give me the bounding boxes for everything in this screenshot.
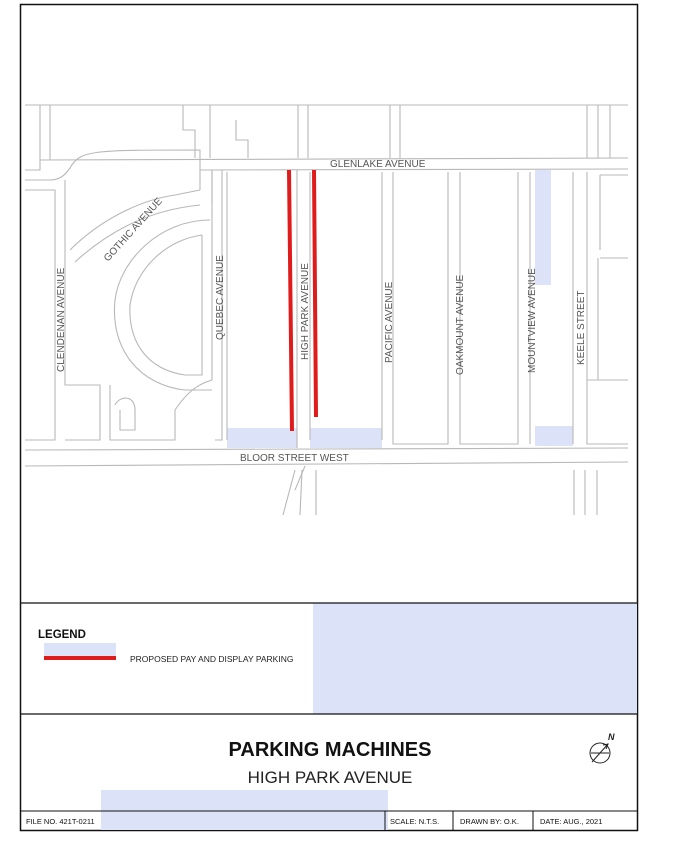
highlight-area [227, 428, 297, 448]
legend-swatch-red-line [44, 656, 116, 660]
date-label: DATE: AUG., 2021 [540, 817, 603, 826]
street-label-bloor: BLOOR STREET WEST [240, 453, 349, 464]
proposed-parking-line-east [314, 170, 316, 417]
drawing-subtitle: HIGH PARK AVENUE [247, 768, 413, 787]
street-label-quebec: QUEBEC AVENUE [215, 255, 226, 340]
street-label-glenlake: GLENLAKE AVENUE [330, 159, 426, 170]
street-label-oakmount: OAKMOUNT AVENUE [455, 274, 466, 375]
street-label-high-park: HIGH PARK AVENUE [300, 263, 311, 360]
north-label: N [608, 732, 615, 742]
street-label-gothic: GOTHIC AVENUE [102, 196, 165, 265]
highlight-area [310, 428, 382, 448]
drawing-title: PARKING MACHINES [228, 739, 432, 761]
legend-title: LEGEND [38, 629, 86, 641]
street-label-keele: KEELE STREET [576, 290, 587, 365]
highlight-area [313, 603, 637, 714]
scale-label: SCALE: N.T.S. [390, 817, 440, 826]
street-label-clendenan: CLENDENAN AVENUE [56, 267, 67, 372]
legend-item-label: PROPOSED PAY AND DISPLAY PARKING [130, 654, 294, 664]
highlight-area [535, 170, 551, 285]
drawn-by-label: DRAWN BY: O.K. [460, 817, 519, 826]
file-number: FILE NO. 421T-0211 [26, 817, 95, 826]
highlight-area [101, 790, 388, 830]
street-label-mountview: MOUNTVIEW AVENUE [527, 268, 538, 373]
street-label-pacific: PACIFIC AVENUE [384, 281, 395, 363]
highlight-area [535, 426, 573, 446]
